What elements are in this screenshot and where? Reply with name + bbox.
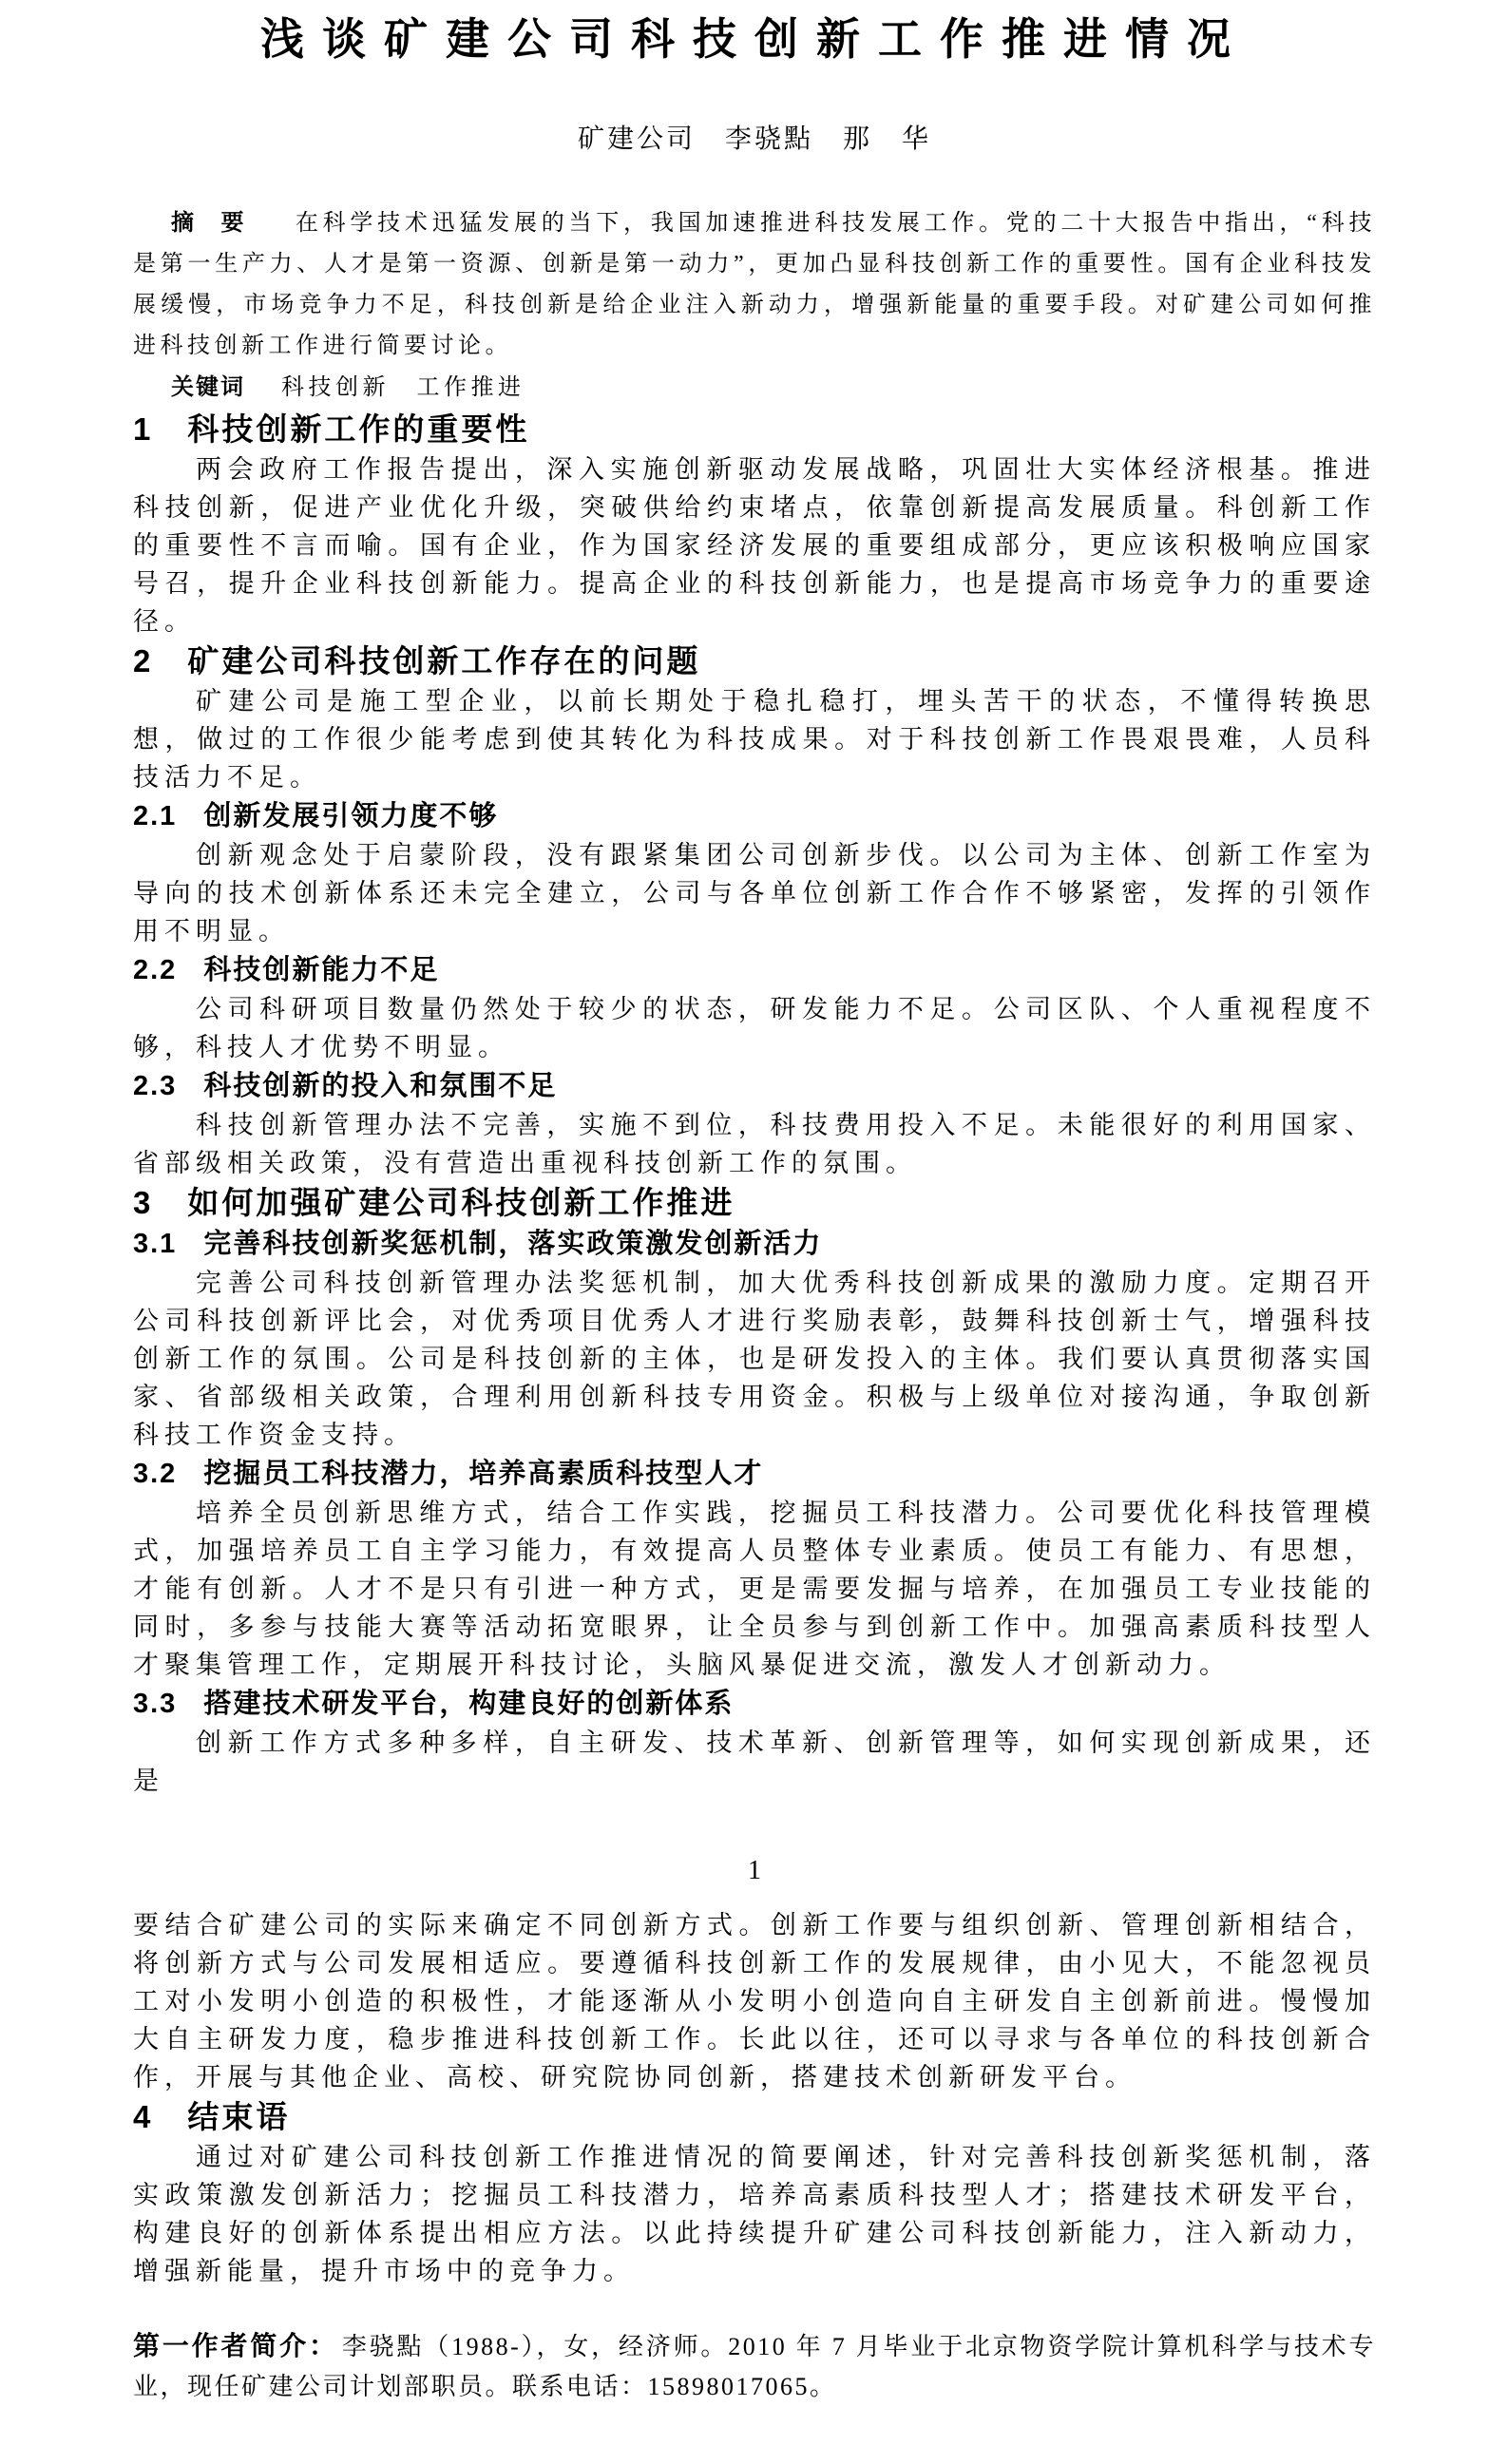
section-heading-3-1 [133, 1224, 1376, 1264]
section-number: 2 [133, 643, 154, 678]
section-title: 搭建技术研发平台，构建良好的创新体系 [203, 1689, 735, 1719]
keywords-text: 科技创新 工作推进 [281, 375, 525, 400]
section-heading-3-3 [133, 1684, 1376, 1724]
paragraph-2: 矿建公司是施工型企业，以前长期处于稳扎稳打，埋头苦干的状态，不懂得转换思想，做过的工作很少能考虑到使其转化为科技成果。对于科技创新工作畏艰畏难，人员科技活力不足。 [133, 687, 1376, 792]
page-number: 1 [748, 1856, 761, 1885]
section-number: 1 [133, 411, 154, 447]
section-heading-2 [133, 640, 1376, 682]
section-heading-2-3 [133, 1066, 1376, 1106]
section-number: 4 [133, 2099, 154, 2134]
section-title: 矿建公司科技创新工作存在的问题 [187, 643, 701, 678]
section-number: 3.1 [133, 1229, 178, 1259]
paragraph-2-2: 公司科研项目数量仍然处于较少的状态，研发能力不足。公司区队、个人重视程度不够，科技人才优势不明显。 [133, 995, 1376, 1061]
section-number: 2.1 [133, 801, 178, 831]
section-title: 科技创新能力不足 [203, 955, 440, 985]
section-heading-1 [133, 409, 1376, 450]
paragraph-3-2: 培养全员创新思维方式，结合工作实践，挖掘员工科技潜力。公司要优化科技管理模式，加强培养员工自主学习能力，有效提高人员整体专业素质。使员工有能力、有思想，才能有创新。人才不是只有引进一种方式，更是需要发掘与培养，在加强员工专业技能的同时，多参与技能大赛等活动拓宽眼界，让全员参与到创新工作中。加强高素质科技型人才聚集管理工作，定期展开科技讨论，头脑风暴促进交流，激发人才创新动力。 [133, 1499, 1376, 1679]
section-title: 科技创新工作的重要性 [187, 411, 530, 447]
paper-title: 浅谈矿建公司科技创新工作推进情况 [260, 14, 1249, 64]
paragraph-2-3: 科技创新管理办法不完善，实施不到位，科技费用投入不足。未能很好的利用国家、省部级相关政策，没有营造出重视科技创新工作的氛围。 [133, 1111, 1376, 1177]
section-heading-2-1 [133, 796, 1376, 836]
section-number: 3.2 [133, 1459, 178, 1489]
section-title: 结束语 [187, 2099, 291, 2134]
section-title: 完善科技创新奖惩机制，落实政策激发创新活力 [203, 1229, 823, 1259]
section-heading-3 [133, 1182, 1376, 1224]
paragraph-2-1: 创新观念处于启蒙阶段，没有跟紧集团公司创新步伐。以公司为主体、创新工作室为导向的技术创新体系还未完全建立，公司与各单位创新工作合作不够紧密，发挥的引领作用不明显。 [133, 841, 1376, 945]
section-heading-4 [133, 2096, 1376, 2138]
section-title: 挖掘员工科技潜力，培养高素质科技型人才 [203, 1459, 764, 1489]
paragraph-3-3-page2: 要结合矿建公司的实际来确定不同创新方式。创新工作要与组织创新、管理创新相结合，将创新方式与公司发展相适应。要遵循科技创新工作的发展规律，由小见大，不能忽视员工对小发明小创造的积极性，才能逐渐从小发明小创造向自主研发自主创新前进。慢慢加大自主研发力度，稳步推进科技创新工作。长此以往，还可以寻求与各单位的科技创新合作，开展与其他企业、高校、研究院协同创新，搭建技术创新研发平台。 [133, 1911, 1376, 2092]
abstract-text: 在科学技术迅猛发展的当下，我国加速推进科技发展工作。党的二十大报告中指出，“科技是第一生产力、人才是第一资源、创新是第一动力”，更加凸显科技创新工作的重要性。国有企业科技发展缓慢，市场竞争力不足，科技创新是给企业注入新动力，增强新能量的重要手段。对矿建公司如何推进科技创新工作进行简要讨论。 [133, 211, 1376, 358]
authors-line: 矿建公司 李骁點 那 华 [577, 124, 931, 154]
keywords-label: 关键词 [171, 374, 245, 400]
section-title: 科技创新的投入和氛围不足 [203, 1071, 558, 1101]
section-heading-2-2 [133, 950, 1376, 990]
paragraph-1: 两会政府工作报告提出，深入实施创新驱动发展战略，巩固壮大实体经济根基。推进科技创新，促进产业优化升级，突破供给约束堵点，依靠创新提高发展质量。科创新工作的重要性不言而喻。国有企业，作为国家经济发展的重要组成部分，更应该积极响应国家号召，提升企业科技创新能力。提高企业的科技创新能力，也是提高市场竞争力的重要途径。 [133, 455, 1376, 636]
section-title: 如何加强矿建公司科技创新工作推进 [187, 1185, 735, 1220]
abstract [133, 202, 1376, 367]
section-number: 3 [133, 1185, 154, 1220]
abstract-label: 摘 要 [171, 210, 246, 236]
bio-text: 李骁點（1988-），女，经济师。2010 年 7 月毕业于北京物资学院计算机科学与技术专业，现任矿建公司计划部职员。联系电话：15898017065。 [133, 2333, 1376, 2400]
section-heading-3-2 [133, 1454, 1376, 1494]
author-bio [133, 2326, 1376, 2407]
keywords [133, 367, 1376, 409]
paragraph-3-1: 完善公司科技创新管理办法奖惩机制，加大优秀科技创新成果的激励力度。定期召开公司科技创新评比会，对优秀项目优秀人才进行奖励表彰，鼓舞科技创新士气，增强科技创新工作的氛围。公司是科技创新的主体，也是研发投入的主体。我们要认真贯彻落实国家、省部级相关政策，合理利用创新科技专用资金。积极与上级单位对接沟通，争取创新科技工作资金支持。 [133, 1269, 1376, 1449]
paragraph-3-3-page1: 创新工作方式多种多样，自主研发、技术革新、创新管理等，如何实现创新成果，还是 [133, 1729, 1376, 1795]
bio-label: 第一作者简介： [133, 2331, 338, 2360]
section-number: 2.2 [133, 955, 178, 985]
paragraph-4: 通过对矿建公司科技创新工作推进情况的简要阐述，针对完善科技创新奖惩机制，落实政策激发创新活力；挖掘员工科技潜力，培养高素质科技型人才；搭建技术研发平台，构建良好的创新体系提出相应方法。以此持续提升矿建公司科技创新能力，注入新动力，增强新能量，提升市场中的竞争力。 [133, 2143, 1376, 2285]
section-number: 2.3 [133, 1071, 178, 1101]
section-title: 创新发展引领力度不够 [203, 801, 499, 831]
section-number: 3.3 [133, 1689, 178, 1719]
